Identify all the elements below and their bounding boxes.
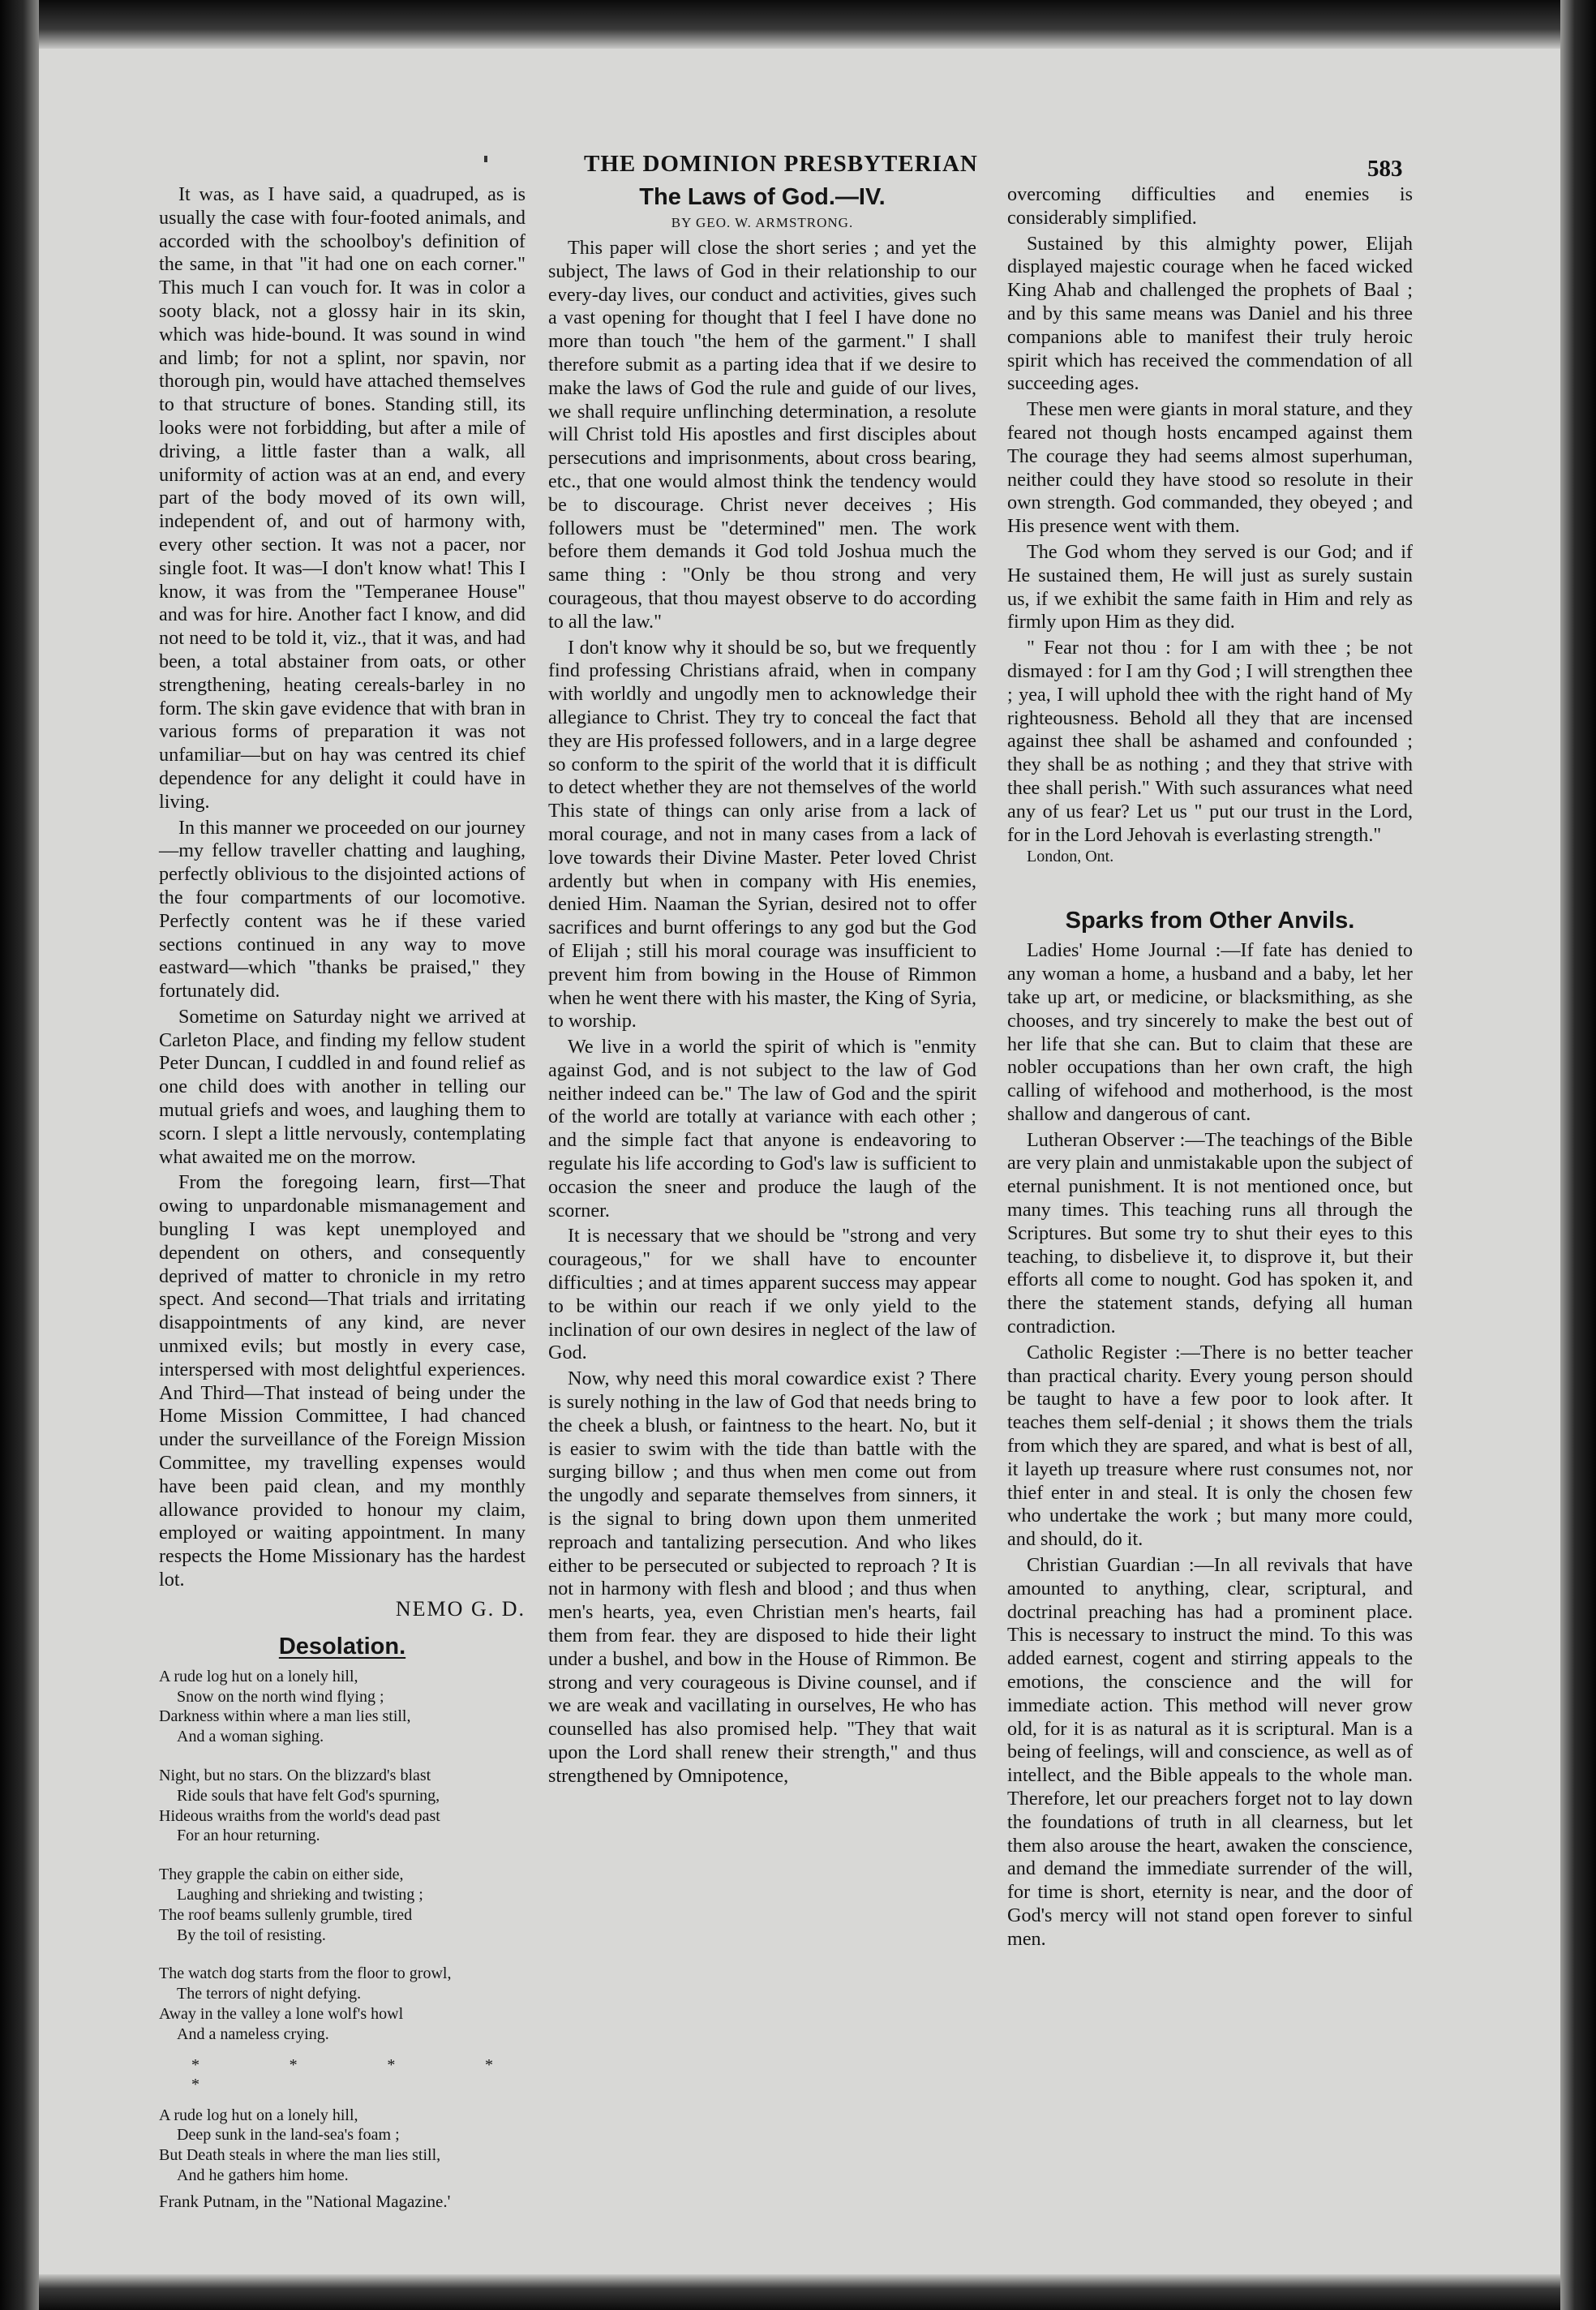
- column-middle: [548, 183, 976, 1788]
- poem-line: Night, but no stars. On the blizzard's blast: [159, 1767, 431, 1784]
- article-paragraph: These men were giants in moral stature, and they feared not though hosts encamped against them The courage they had seems almost superhuman, neither could they have stood so resolute in their own strength. God commanded, they obeyed ; and His presence went with them.: [1007, 398, 1413, 538]
- poem-line: A rude log hut on a lonely hill,: [159, 2106, 358, 2124]
- section-title: Sparks from Other Anvils.: [1065, 908, 1355, 934]
- poem-stanza: [159, 1766, 526, 1846]
- print-speck: [484, 156, 487, 162]
- poem-line: By the toil of resisting.: [177, 1926, 326, 1944]
- poem-line: And a nameless crying.: [177, 2024, 329, 2043]
- poem-line: The roof beams sullenly grumble, tired: [159, 1905, 413, 1924]
- article-paragraph: It is necessary that we should be "strong and very courageous," for we shall have to encounter difficulties ; and at times apparent success may appear to be within our reach if we only yield to the inclination of our own desires in neglect of the law of God.: [548, 1225, 976, 1364]
- poem-stanza: [159, 1865, 526, 1945]
- article-signature: NEMO G. D.: [395, 1596, 526, 1621]
- article-paragraph: " Fear not thou : for I am with thee ; be not dismayed : for I am thy God ; I will strengthen thee ; yea, I will uphold thee with the right hand of My righteousness. Behold all they that are incensed against thee shall be ashamed and confounded ; they shall be as nothing ; and they that strive with thee shall perish." With such assurances what need any of us fear? Let us " put our trust in the Lord, for in the Lord Jehovah is everlasting strength.": [1007, 637, 1413, 846]
- poem-line: Hideous wraiths from the world's dead past: [159, 1806, 440, 1825]
- poem-line: Ride souls that have felt God's spurning,: [177, 1786, 440, 1805]
- article-title: The Laws of God.—IV.: [639, 184, 886, 210]
- column-left: [159, 183, 526, 2212]
- poem-line: Snow on the north wind flying ;: [177, 1687, 384, 1706]
- poem-line: Laughing and shrieking and twisting ;: [177, 1885, 423, 1904]
- poem-stanza: [159, 2106, 526, 2186]
- poem-line: The terrors of night defying.: [177, 1985, 362, 2003]
- poem-line: Away in the valley a lone wolf's howl: [159, 2004, 404, 2023]
- poem: [159, 1667, 526, 2212]
- page-number: 583: [1367, 156, 1403, 182]
- poem-line: Darkness within where a man lies still,: [159, 1707, 411, 1726]
- masthead-title: THE DOMINION PRESBYTERIAN: [584, 151, 978, 177]
- scan-border-bottom: [0, 2274, 1596, 2310]
- poem-line: The watch dog starts from the floor to growl,: [159, 1964, 452, 1983]
- article-dateline: London, Ont.: [1027, 848, 1114, 866]
- article-paragraph: The God whom they served is our God; and if He sustained them, He will just as surely sustain us, if we exhibit the same faith in Him and rely as firmly upon Him as they did.: [1007, 540, 1413, 633]
- article-paragraph: This paper will close the short series ; and yet the subject, The laws of God in their relationship to our every-day lives, our conduct and activities, gives such a vast opening for thought that I feel I have done no more than touch "the hem of the garment." I shall therefore submit as a parting idea that if we desire to make the laws of God the rule and guide of our lives, we shall require unflinching determination, a resolute will Christ told His apostles and first disciples about persecutions and imprisonments, about cross bearing, etc., that one would almost think the tendency would be to discourage. Christ never deceives ; His followers must be "determined" men. The work before them demands it God told Joshua much the same thing : "Only be thou strong and very courageous, that thou mayest observe to do according to all the law.": [548, 237, 976, 633]
- article-paragraph: Sometime on Saturday night we arrived at Carleton Place, and finding my fellow student Peter Duncan, I cuddled in and found relief as one child does with another in telling our mutual griefs and woes, and laughing them to scorn. I slept a little nervously, contemplating what awaited me on the morrow.: [159, 1005, 526, 1168]
- excerpt-paragraph: Ladies' Home Journal :—If fate has denied to any woman a home, a husband and a baby, let her take up art, or medicine, or blacksmithing, as she chooses, and try sincerely to make the best out of her life that she can. But to claim that these are nobler occupations than her own craft, the high calling of wifehood and motherhood, is the most shallow and dangerous of cant.: [1007, 939, 1413, 1125]
- poem-line: And he gathers him home.: [177, 2166, 349, 2184]
- article-paragraph: In this manner we proceeded on our journey—my fellow traveller chatting and laughing, perfectly oblivious to the disjointed actions of the four compartments of our locomotive. Perfectly content was he if these varied sections continued in any way to move eastward—which "thanks be praised," they fortunately did.: [159, 816, 526, 1003]
- article-paragraph: overcoming difficulties and enemies is considerably simplified.: [1007, 183, 1413, 229]
- scan-border-right: [1560, 0, 1596, 2310]
- poem-title: Desolation.: [278, 1633, 406, 1660]
- poem-line: For an hour returning.: [177, 1827, 320, 1845]
- article-paragraph: Now, why need this moral cowardice exist ? There is surely nothing in the law of God that needs bring to the cheek a blush, or faintness to the heart. No, but it is easier to swim with the tide than battle with the surging billow ; and thus when men come out from the ungodly and separate themselves from sinners, it is the signal to bring down upon them unmerited reproach and tantalizing persecution. And who likes either to be persecuted or subjected to reproach ? It is not in harmony with flesh and blood ; and thus when men's hearts, yea, even Christian men's hearts, fail them from fear. they are disposed to hide their light under a bushel, and bow in the House of Rimmon. Be strong and very courageous is Divine counsel, and if we are weak and vacillating in ourselves, He who has counselled has also promised help. "They that wait upon the Lord shall renew their strength," and thus strengthened by Omnipotence,: [548, 1368, 976, 1787]
- article-byline: BY GEO. W. ARMSTRONG.: [671, 215, 854, 230]
- article-paragraph: It was, as I have said, a quadruped, as is usually the case with four-footed animals, and accorded with the schoolboy's definition of the same, in that "it had one on each corner." This much I can vouch for. It was in color a sooty black, not a glossy hair in its skin, which was hide-bound. It was sound in wind and limb; for not a splint, nor spavin, nor thorough pin, would have attached themselves to that structure of bones. Standing still, its looks were not forbidding, but after a mile of driving, a little faster than a walk, all uniformity of action was at an end, and every part of the body moved of its own will, independent of, and out of harmony with, every other section. It was not a pacer, nor single foot. It was—I don't know what! This I know, it was from the "Temperanee House" and was for hire. Another fact I know, and did not need to be told it, viz., that it was, and had been, a total abstainer from oats, or other strengthening, heating cereals-barley in no form. The skin gave evidence that with bran in various forms of preparation it was not unfamiliar—but on hay was centred its chief dependence for any delight it could have in living.: [159, 183, 526, 813]
- poem-line: A rude log hut on a lonely hill,: [159, 1667, 358, 1685]
- poem-line: And a woman sighing.: [177, 1728, 324, 1746]
- article-paragraph: From the foregoing learn, first—That owing to unpardonable mismanagement and bungling I was kept unemployed and dependent on others, and consequently deprived of matter to chronicle in my retro spect. And second—That trials and irritating disappointments of any kind, are never unmixed evils; but mostly in every case, interspersed with most delightful experiences. And Third—That instead of being under the Home Mission Committee, I had chanced under the surveillance of the Foreign Mission Committee, my travelling expenses would have been paid clean, and my monthly allowance provided to honour my claim, employed or waiting appointment. In many respects the Home Missionary has the hardest lot.: [159, 1171, 526, 1591]
- poem-line: They grapple the cabin on either side,: [159, 1866, 404, 1884]
- article-paragraph: Sustained by this almighty power, Elijah displayed majestic courage when he faced wicked King Ahab and challenged the prophets of Baal ; and by this same means was Daniel and his three companions able to manifest their truly heroic spirit which has received the commendation of all succeeding ages.: [1007, 232, 1413, 395]
- excerpt-paragraph: Christian Guardian :—In all revivals that have amounted to anything, clear, scriptural, and doctrinal preaching has had a prominent place. This is necessary to instruct the mind. To this was added earnest, cogent and stirring appeals to the emotions, the conscience and the will for immediate action. This method will never grow old, for it is as natural as it is scriptural. Man is a being of feelings, will and conscience, as well as of intellect, and the Bible appeals to the whole man. Therefore, let our preachers forget not to lay down the foundations of truth in all clearness, but let them also arouse the heart, awaken the conscience, and demand the immediate surrender of the will, for time is short, eternity is near, and the door of God's mercy will not stand open forever to sinful men.: [1007, 1554, 1413, 1950]
- section-stars: * * * * *: [191, 2055, 526, 2093]
- scan-border-left: [0, 0, 39, 2310]
- excerpt-paragraph: Lutheran Observer :—The teachings of the Bible are very plain and unmistakable upon the subject of eternal punishment. It is not mentioned once, but many times. This teaching runs all through the Scriptures. But some try to shut their eyes to this teaching, to disbelieve it, to disprove it, but their efforts all come to nought. God has spoken it, and there the statement stands, defying all human contradiction.: [1007, 1128, 1413, 1338]
- poem-stanza: [159, 1964, 526, 2044]
- column-right: [1007, 183, 1413, 1951]
- article-paragraph: We live in a world the spirit of which is "enmity against God, and is not subject to the law of God neither indeed can be." The law of God and the spirit of the world are totally at variance with each other ; and the simple fact that anyone is endeavoring to regulate his life according to God's law is sufficient to occasion the sneer and produce the laugh of the scorner.: [548, 1036, 976, 1222]
- poem-line: Deep sunk in the land-sea's foam ;: [177, 2126, 400, 2145]
- poem-credit: Frank Putnam, in the "National Magazine.': [159, 2191, 451, 2211]
- poem-stanza: [159, 1667, 526, 1747]
- poem-line: But Death steals in where the man lies still,: [159, 2146, 441, 2165]
- article-paragraph: I don't know why it should be so, but we frequently find professing Christians afraid, when in company with worldly and ungodly men to acknowledge their allegiance to Christ. They try to conceal the fact that they are His professed followers, and in a large degree so conform to the spirit of the world that it is difficult to detect whether they are not themselves of the world This state of things can only arise from a lack of moral courage, and not in many cases from a lack of love towards their Divine Master. Peter loved Christ ardently but when in company with His enemies, denied Him. Naaman the Syrian, desired not to offer sacrifices and burnt offerings to any god but the God of Elijah ; still his moral courage was insufficient to prevent him from bowing in the House of Rimmon when he went there with his master, the King of Syria, to worship.: [548, 636, 976, 1033]
- excerpt-paragraph: Catholic Register :—There is no better teacher than practical charity. Every young person should be taught to have a few poor to look after. It teaches them self-denial ; it shows them the trials from which they are spared, and what is best of all, it layeth up treasure where rust consumes not, nor thief enter in and steal. It is only the chosen few who undertake the work ; but many more could, and should, do it.: [1007, 1341, 1413, 1551]
- scan-border-top: [0, 0, 1596, 49]
